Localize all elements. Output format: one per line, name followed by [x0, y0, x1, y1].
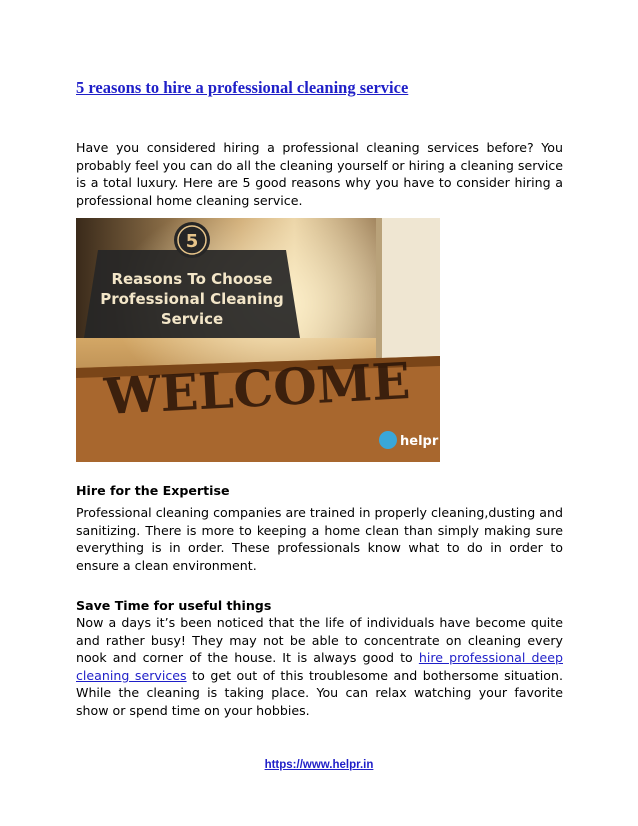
intro-paragraph: Have you considered hiring a professional cleaning services before? You probably feel you can do all the cleaning yourself or hiring a cleaning service is a total luxury. Here are 5 good reasons why you have to consider hiring a professional home cleaning service. [76, 140, 563, 208]
banner-number: 5 [185, 231, 199, 252]
section-body-expertise: Professional cleaning companies are trained in properly cleaning,dusting and sanitizing. There is more to keeping a home clean than simply making sure everything is in order. These professionals know what to do in order to ensure a clean environment. [76, 505, 563, 573]
deep-cleaning-link[interactable]: hire professional deep cleaning services [76, 650, 563, 683]
banner-line2: Professional Cleaning [100, 290, 284, 308]
section-heading-expertise: Hire for the Expertise [76, 483, 230, 498]
banner-line3: Service [160, 310, 224, 328]
helpr-logo: helpr [400, 434, 439, 449]
section-heading-save-time: Save Time for useful things [76, 598, 272, 613]
banner-line1: Reasons To Choose [111, 270, 273, 288]
hero-image [76, 218, 440, 462]
document-title[interactable]: 5 reasons to hire a professional cleaning service [76, 78, 409, 97]
section-body-save-time: Now a days it’s been noticed that the life of individuals have become quite and rather busy! They may not be able to concentrate on cleaning every nook and corner of the house. It is always good to hire professional deep cleaning services to get out of this troublesome and bothersome situation. While the cleaning is taking place. You can relax watching your favorite show or spend time on your hobbies. [76, 615, 563, 718]
footer-url-link[interactable]: https://www.helpr.in [264, 759, 374, 771]
mat-word: WELCOME [102, 351, 412, 426]
